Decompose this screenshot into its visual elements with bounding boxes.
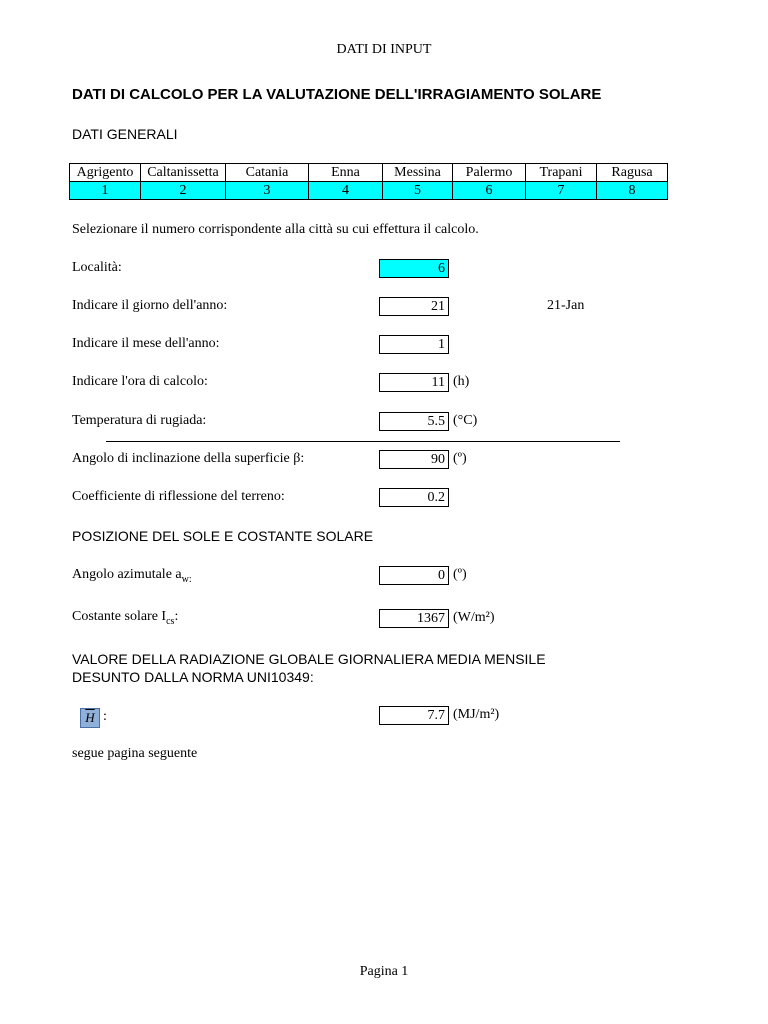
city-number: 6 [453, 182, 526, 200]
rugiada-label: Temperatura di rugiada: [72, 413, 207, 428]
radiation-unit: (MJ/m²) [453, 707, 500, 722]
city-number: 7 [526, 182, 597, 200]
section-dati-generali: DATI GENERALI [72, 126, 178, 142]
divider-line [106, 441, 620, 442]
page-title: DATI DI CALCOLO PER LA VALUTAZIONE DELL'IRRAGIAMENTO SOLARE [72, 86, 602, 103]
rugiada-input[interactable]: 5.5 [379, 412, 449, 431]
city-name: Trapani [526, 164, 597, 182]
city-number: 8 [597, 182, 668, 200]
section-radiazione-line2: DESUNTO DALLA NORMA UNI10349: [72, 669, 314, 685]
note-text: segue pagina seguente [72, 746, 198, 761]
city-name: Agrigento [70, 164, 141, 182]
azimuth-label: Angolo azimutale $a_{w:}$ [72, 567, 192, 585]
city-name: Enna [309, 164, 383, 182]
inclinazione-input[interactable]: 90 [379, 450, 449, 469]
cities-table [69, 163, 668, 200]
h-bar-symbol-icon: $\overline{H}$ [80, 708, 100, 728]
cities-numbers-row [70, 182, 668, 200]
city-number: 5 [383, 182, 453, 200]
city-name: Caltanissetta [141, 164, 226, 182]
page-footer: Pagina 1 [359, 964, 409, 979]
localita-label: Località: [72, 260, 122, 275]
city-name: Ragusa [597, 164, 668, 182]
page-header: DATI DI INPUT [336, 42, 432, 57]
cities-names-row [70, 164, 668, 182]
riflessione-input[interactable]: 0.2 [379, 488, 449, 507]
costante-label: Costante solare $I_{cs}$: [72, 609, 179, 627]
section-posizione-sole: POSIZIONE DEL SOLE E COSTANTE SOLARE [72, 528, 374, 544]
inclinazione-label: Angolo di inclinazione della superficie β: [72, 451, 305, 466]
azimuth-unit: (º) [453, 567, 467, 582]
city-number: 3 [226, 182, 309, 200]
mese-input[interactable]: 1 [379, 335, 449, 354]
city-number: 2 [141, 182, 226, 200]
ora-input[interactable]: 11 [379, 373, 449, 392]
giorno-label: Indicare il giorno dell'anno: [72, 298, 228, 313]
riflessione-label: Coefficiente di riflessione del terreno: [72, 489, 285, 504]
inclinazione-unit: (º) [453, 451, 467, 466]
city-name: Palermo [453, 164, 526, 182]
ora-label: Indicare l'ora di calcolo: [72, 374, 208, 389]
radiation-input[interactable]: 7.7 [379, 706, 449, 725]
rugiada-unit: (°C) [453, 413, 478, 428]
ora-unit: (h) [453, 374, 470, 389]
city-name: Messina [383, 164, 453, 182]
giorno-date: 21-Jan [547, 298, 585, 313]
radiation-colon: : [103, 709, 107, 724]
city-number: 4 [309, 182, 383, 200]
azimuth-input[interactable]: 0 [379, 566, 449, 585]
localita-input[interactable]: 6 [379, 259, 449, 278]
costante-unit: (W/m²) [453, 610, 495, 625]
city-number: 1 [70, 182, 141, 200]
section-radiazione-line1: VALORE DELLA RADIAZIONE GLOBALE GIORNALIERA MEDIA MENSILE [72, 651, 546, 667]
city-name: Catania [226, 164, 309, 182]
instruction-text: Selezionare il numero corrispondente alla città su cui effettura il calcolo. [72, 222, 479, 237]
costante-input[interactable]: 1367 [379, 609, 449, 628]
giorno-input[interactable]: 21 [379, 297, 449, 316]
mese-label: Indicare il mese dell'anno: [72, 336, 220, 351]
